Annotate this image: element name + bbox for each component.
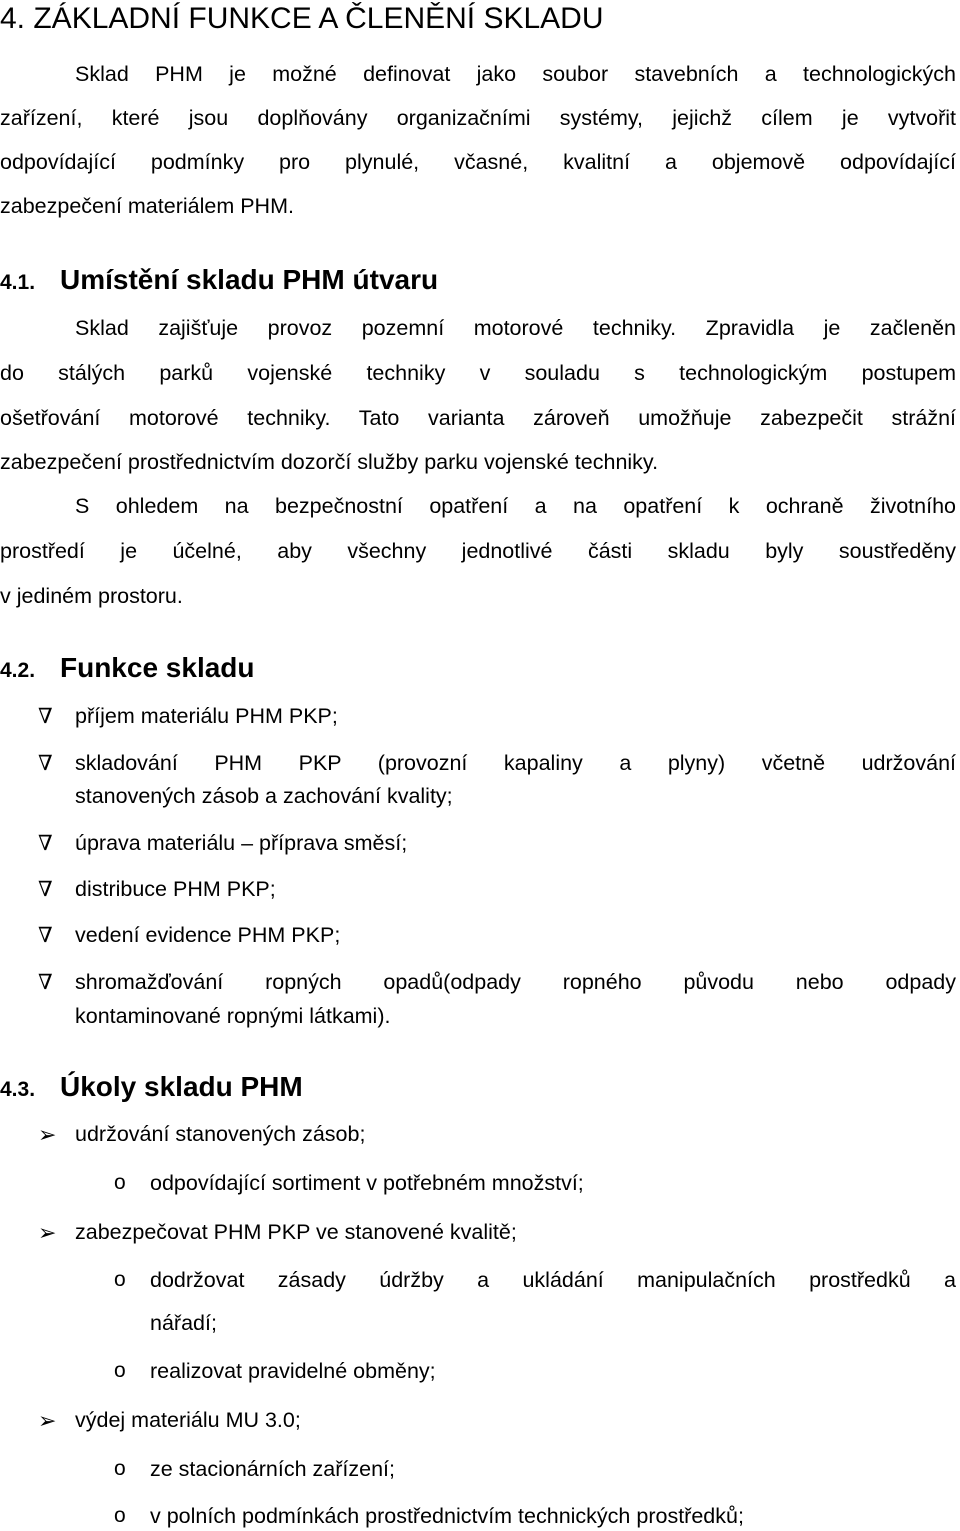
circle-bullet-icon: o	[114, 1171, 126, 1194]
paragraph-line: prostředí je účelné, aby všechny jednotlivé části skladu byly soustředěny	[0, 539, 956, 563]
list-item-text: výdej materiálu MU 3.0;	[75, 1408, 301, 1432]
paragraph-line: S ohledem na bezpečnostní opatření a na opatření k ochraně životního	[75, 494, 956, 518]
list-item-text: skladování PHM PKP (provozní kapaliny a plyny) včetně udržování	[75, 751, 956, 775]
list-item-text: úprava materiálu – příprava směsí;	[75, 831, 408, 855]
section-heading-4-3	[0, 1071, 303, 1103]
nabla-bullet-icon: ∇	[38, 970, 53, 994]
section-title: Umístění skladu PHM útvaru	[60, 264, 439, 295]
sub-list-item-text: nářadí;	[150, 1311, 217, 1335]
paragraph-line: do stálých parků vojenské techniky v souladu s technologickým postupem	[0, 361, 956, 385]
paragraph-line: v jediném prostoru.	[0, 584, 183, 608]
section-number: 4.1.	[0, 271, 36, 294]
list-item-text: příjem materiálu PHM PKP;	[75, 704, 338, 728]
section-heading-4-2	[0, 652, 255, 684]
list-item-text: vedení evidence PHM PKP;	[75, 923, 341, 947]
intro-line: zařízení, které jsou doplňovány organizačními systémy, jejichž cílem je vytvořit	[0, 106, 956, 130]
nabla-bullet-icon: ∇	[38, 704, 53, 728]
sub-list-item-text: odpovídající sortiment v potřebném množství;	[150, 1171, 584, 1195]
circle-bullet-icon: o	[114, 1457, 126, 1480]
circle-bullet-icon: o	[114, 1268, 126, 1291]
arrow-bullet-icon: ➢	[38, 1408, 57, 1433]
intro-line: zabezpečení materiálem PHM.	[0, 194, 294, 218]
list-item-text: udržování stanovených zásob;	[75, 1122, 366, 1146]
intro-line: odpovídající podmínky pro plynulé, včasné, kvalitní a objemově odpovídající	[0, 150, 956, 174]
nabla-bullet-icon: ∇	[38, 831, 53, 855]
paragraph-line: ošetřování motorové techniky. Tato varianta zároveň umožňuje zabezpečit strážní	[0, 406, 956, 430]
section-title: Úkoly skladu PHM	[60, 1071, 303, 1102]
list-item-text: stanovených zásob a zachování kvality;	[75, 784, 453, 808]
circle-bullet-icon: o	[114, 1504, 126, 1527]
section-heading-4-1	[0, 264, 438, 296]
sub-list-item-text: ze stacionárních zařízení;	[150, 1457, 395, 1481]
intro-line: Sklad PHM je možné definovat jako soubor stavebních a technologických	[75, 62, 956, 86]
section-number: 4.3.	[0, 1078, 36, 1101]
section-title: Funkce skladu	[60, 652, 255, 683]
list-item-text: distribuce PHM PKP;	[75, 877, 276, 901]
list-item-text: zabezpečovat PHM PKP ve stanovené kvalitě;	[75, 1220, 517, 1244]
nabla-bullet-icon: ∇	[38, 877, 53, 901]
sub-list-item-text: v polních podmínkách prostřednictvím technických prostředků;	[150, 1504, 744, 1528]
list-item-text: kontaminované ropnými látkami).	[75, 1004, 391, 1028]
arrow-bullet-icon: ➢	[38, 1220, 57, 1245]
sub-list-item-text: dodržovat zásady údržby a ukládání manipulačních prostředků a	[150, 1268, 956, 1292]
arrow-bullet-icon: ➢	[38, 1122, 57, 1147]
section-number: 4.2.	[0, 659, 36, 682]
nabla-bullet-icon: ∇	[38, 751, 53, 775]
sub-list-item-text: realizovat pravidelné obměny;	[150, 1359, 436, 1383]
list-item-text: shromažďování ropných opadů(odpady ropného původu nebo odpady	[75, 970, 956, 994]
chapter-heading: 4. ZÁKLADNÍ FUNKCE A ČLENĚNÍ SKLADU	[0, 2, 604, 35]
nabla-bullet-icon: ∇	[38, 923, 53, 947]
paragraph-line: zabezpečení prostřednictvím dozorčí služby parku vojenské techniky.	[0, 450, 659, 474]
circle-bullet-icon: o	[114, 1359, 126, 1382]
paragraph-line: Sklad zajišťuje provoz pozemní motorové techniky. Zpravidla je začleněn	[75, 316, 956, 340]
